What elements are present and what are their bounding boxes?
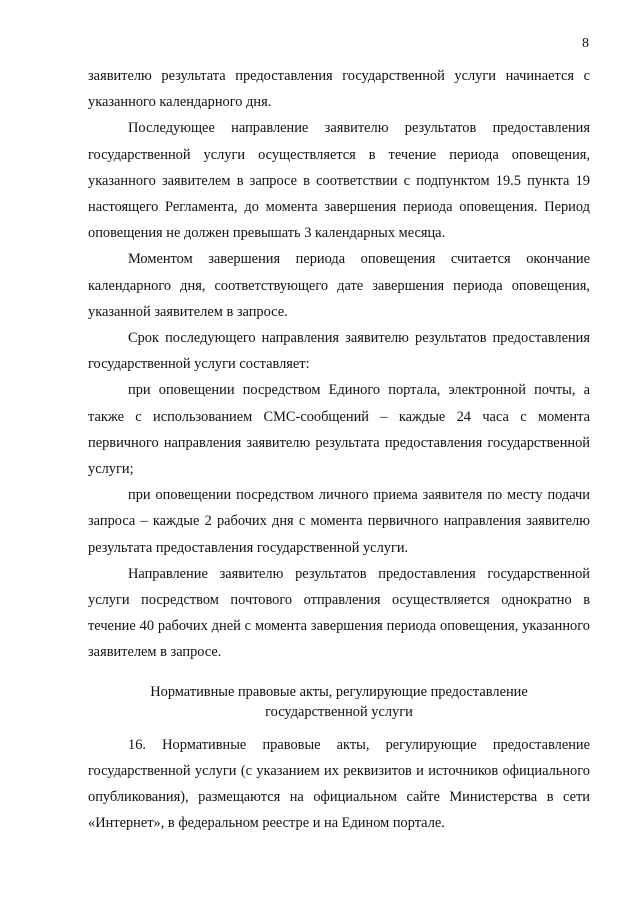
paragraph-subsequent-delivery: Последующее направление заявителю результатов предоставления государственной услуги осуществляется в течение периода оповещения, указанного заявителем в запросе в соответствии с подпунктом 19.5 пункта 19 настоящего Регламента, до момента завершения периода оповещения. Период оповещения не должен превышать 3 календарных месяца. bbox=[88, 120, 590, 242]
paragraph-notification-end: Моментом завершения периода оповещения считается окончание календарного дня, соответствующего дате завершения периода оповещения, указанной заявителем в запросе. bbox=[88, 251, 590, 320]
paragraph-personal-reception: при оповещении посредством личного приема заявителя по месту подачи запроса – каждые 2 рабочих дня с момента первичного направления заявителю результата предоставления государственной услуги. bbox=[88, 487, 590, 556]
paragraph-portal-email-sms: при оповещении посредством Единого портала, электронной почты, а также с использованием СМС-сообщений – каждые 24 часа с момента первичного направления заявителю результата предоставления государственной услуги; bbox=[88, 382, 590, 478]
paragraph-item-16: 16. Нормативные правовые акты, регулирующие предоставление государственной услуги (с указанием их реквизитов и источников официального опубликования), размещаются на официальном сайте Министерства в сети «Интернет», в федеральном реестре и на Едином портале. bbox=[88, 736, 590, 832]
section-heading bbox=[88, 682, 590, 722]
paragraph-continuation: заявителю результата предоставления государственной услуги начинается с указанного календарного дня. bbox=[88, 68, 590, 111]
section-heading-line-1: Нормативные правовые акты, регулирующие предоставление bbox=[150, 683, 528, 700]
section-heading-line-2: государственной услуги bbox=[265, 703, 413, 720]
document-body bbox=[88, 63, 590, 836]
page-number: 8 bbox=[582, 36, 589, 51]
paragraph-delivery-term: Срок последующего направления заявителю результатов предоставления государственной услуги составляет: bbox=[88, 330, 590, 373]
paragraph-postal-delivery: Направление заявителю результатов предоставления государственной услуги посредством почтового отправления осуществляется однократно в течение 40 рабочих дней с момента завершения периода оповещения, указанного заявителем в запросе. bbox=[88, 565, 590, 661]
